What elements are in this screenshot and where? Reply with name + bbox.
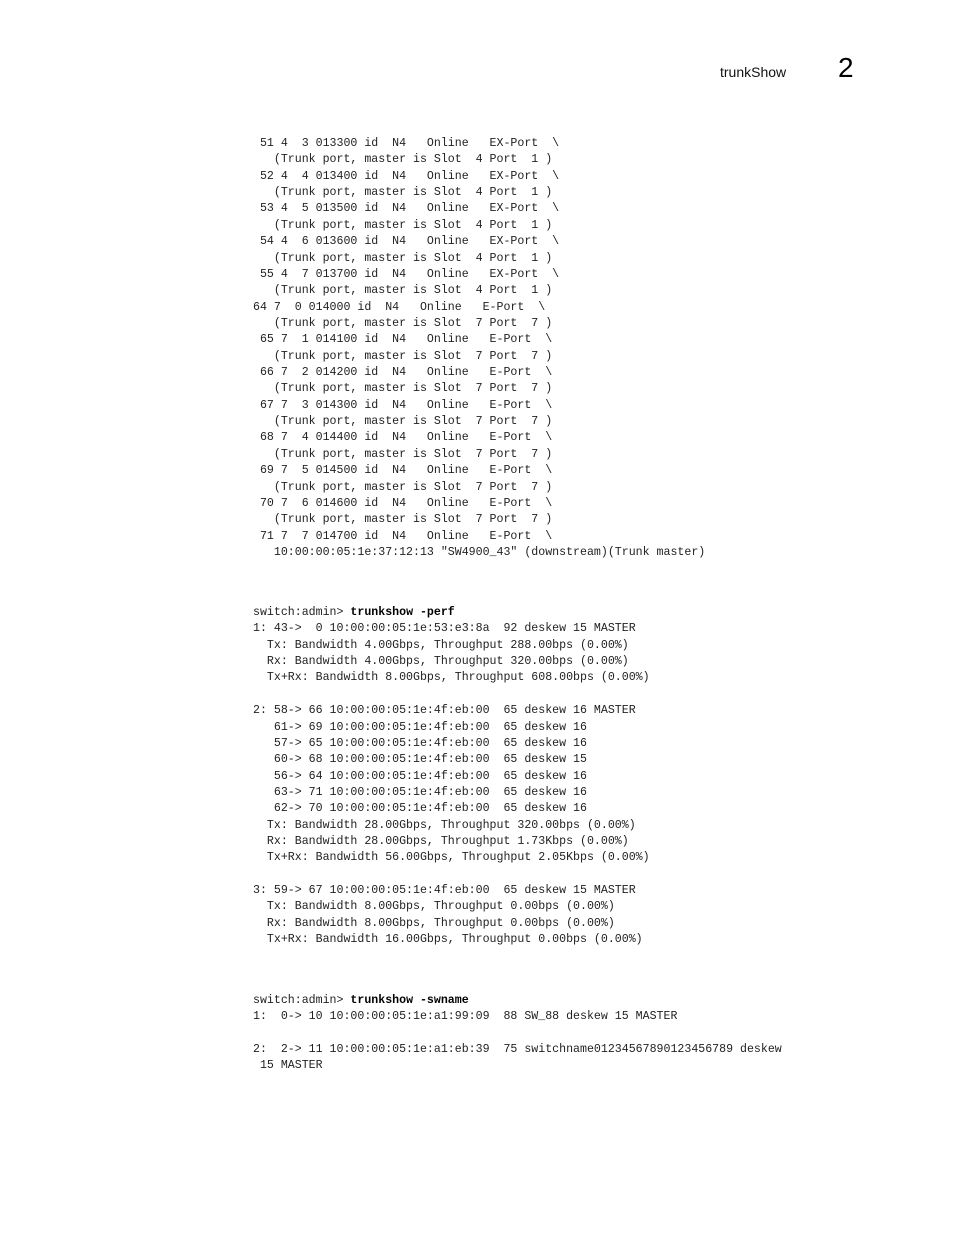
port-listing-line: 64 7 0 014000 id N4 Online E-Port \: [253, 300, 546, 314]
perf-output-line: Rx: Bandwidth 4.00Gbps, Throughput 320.00bps (0.00%): [253, 655, 629, 669]
perf-output-line: 56-> 64 10:00:00:05:1e:4f:eb:00 65 deskew 16: [253, 769, 587, 783]
port-listing-line: 71 7 7 014700 id N4 Online E-Port \: [253, 529, 553, 543]
port-listing-line: 67 7 3 014300 id N4 Online E-Port \: [253, 398, 553, 412]
perf-output-line: 2: 58-> 66 10:00:00:05:1e:4f:eb:00 65 deskew 16 MASTER: [253, 704, 636, 718]
port-listing-line: (Trunk port, master is Slot 7 Port 7 ): [253, 480, 553, 494]
perf-output-line: Tx+Rx: Bandwidth 16.00Gbps, Throughput 0.00bps (0.00%): [253, 933, 643, 947]
port-listing-line: (Trunk port, master is Slot 7 Port 7 ): [253, 415, 553, 429]
perf-output-line: Rx: Bandwidth 8.00Gbps, Throughput 0.00bps (0.00%): [253, 916, 615, 930]
port-listing-line: (Trunk port, master is Slot 7 Port 7 ): [253, 513, 553, 527]
swname-command-line: [253, 993, 782, 1009]
port-listing-line: 53 4 5 013500 id N4 Online EX-Port \: [253, 202, 560, 216]
perf-output-line: Tx+Rx: Bandwidth 56.00Gbps, Throughput 2.05Kbps (0.00%): [253, 851, 650, 865]
port-listing-line: (Trunk port, master is Slot 7 Port 7 ): [253, 447, 553, 461]
perf-output-line: 63-> 71 10:00:00:05:1e:4f:eb:00 65 deskew 16: [253, 785, 587, 799]
port-listing-line: 51 4 3 013300 id N4 Online EX-Port \: [253, 137, 560, 150]
ports-listing-block: [253, 136, 705, 561]
port-listing-line: 69 7 5 014500 id N4 Online E-Port \: [253, 464, 553, 478]
perf-command: trunkshow -perf: [350, 606, 455, 619]
port-listing-line: (Trunk port, master is Slot 4 Port 1 ): [253, 251, 553, 265]
perf-output-line: [253, 867, 650, 883]
swname-output-line: 1: 0-> 10 10:00:00:05:1e:a1:99:09 88 SW_88 deskew 15 MASTER: [253, 1010, 678, 1024]
port-listing-line: 70 7 6 014600 id N4 Online E-Port \: [253, 496, 553, 510]
perf-output-line: Tx: Bandwidth 4.00Gbps, Throughput 288.00bps (0.00%): [253, 638, 629, 652]
port-listing-line: (Trunk port, master is Slot 4 Port 1 ): [253, 153, 553, 167]
port-listing-line: (Trunk port, master is Slot 4 Port 1 ): [253, 218, 553, 232]
trunkshow-perf-block: [253, 605, 650, 949]
swname-output-line: 15 MASTER: [253, 1059, 323, 1073]
port-listing-line: 66 7 2 014200 id N4 Online E-Port \: [253, 366, 553, 380]
swname-output-line: [253, 1026, 782, 1042]
perf-output-line: Tx: Bandwidth 28.00Gbps, Throughput 320.00bps (0.00%): [253, 818, 636, 832]
perf-output-line: 60-> 68 10:00:00:05:1e:4f:eb:00 65 deskew 15: [253, 753, 587, 767]
perf-command-line: [253, 605, 650, 621]
perf-output-line: Tx+Rx: Bandwidth 8.00Gbps, Throughput 608.00bps (0.00%): [253, 671, 650, 685]
port-listing-line: 52 4 4 013400 id N4 Online EX-Port \: [253, 169, 560, 183]
perf-output-line: Tx: Bandwidth 8.00Gbps, Throughput 0.00bps (0.00%): [253, 900, 615, 914]
port-listing-line: (Trunk port, master is Slot 4 Port 1 ): [253, 284, 553, 298]
trunkshow-swname-block: [253, 993, 782, 1075]
perf-output-line: 62-> 70 10:00:00:05:1e:4f:eb:00 65 deskew 16: [253, 802, 587, 816]
perf-prompt: switch:admin>: [253, 606, 351, 619]
port-listing-line: (Trunk port, master is Slot 7 Port 7 ): [253, 316, 553, 330]
port-listing-line: 54 4 6 013600 id N4 Online EX-Port \: [253, 235, 560, 249]
swname-command: trunkshow -swname: [350, 994, 469, 1007]
swname-output-line: 2: 2-> 11 10:00:00:05:1e:a1:eb:39 75 switchname01234567890123456789 deskew: [253, 1043, 782, 1057]
port-listing-line: 65 7 1 014100 id N4 Online E-Port \: [253, 333, 553, 347]
port-listing-line: 55 4 7 013700 id N4 Online EX-Port \: [253, 267, 560, 281]
perf-output-line: 1: 43-> 0 10:00:00:05:1e:53:e3:8a 92 deskew 15 MASTER: [253, 622, 636, 636]
perf-output-line: 61-> 69 10:00:00:05:1e:4f:eb:00 65 deskew 16: [253, 720, 587, 734]
port-listing-line: 68 7 4 014400 id N4 Online E-Port \: [253, 431, 553, 445]
swname-prompt: switch:admin>: [253, 994, 351, 1007]
port-listing-line: 10:00:00:05:1e:37:12:13 "SW4900_43" (downstream)(Trunk master): [253, 545, 706, 559]
chapter-number: 2: [838, 52, 854, 83]
port-listing-line: (Trunk port, master is Slot 7 Port 7 ): [253, 349, 553, 363]
port-listing-line: (Trunk port, master is Slot 4 Port 1 ): [253, 186, 553, 200]
perf-output-line: [253, 687, 650, 703]
port-listing-line: (Trunk port, master is Slot 7 Port 7 ): [253, 382, 553, 396]
page-header-title: trunkShow: [720, 64, 787, 80]
perf-output-line: 3: 59-> 67 10:00:00:05:1e:4f:eb:00 65 deskew 15 MASTER: [253, 884, 636, 898]
perf-output-line: 57-> 65 10:00:00:05:1e:4f:eb:00 65 deskew 16: [253, 736, 587, 750]
perf-output-line: Rx: Bandwidth 28.00Gbps, Throughput 1.73Kbps (0.00%): [253, 835, 629, 849]
